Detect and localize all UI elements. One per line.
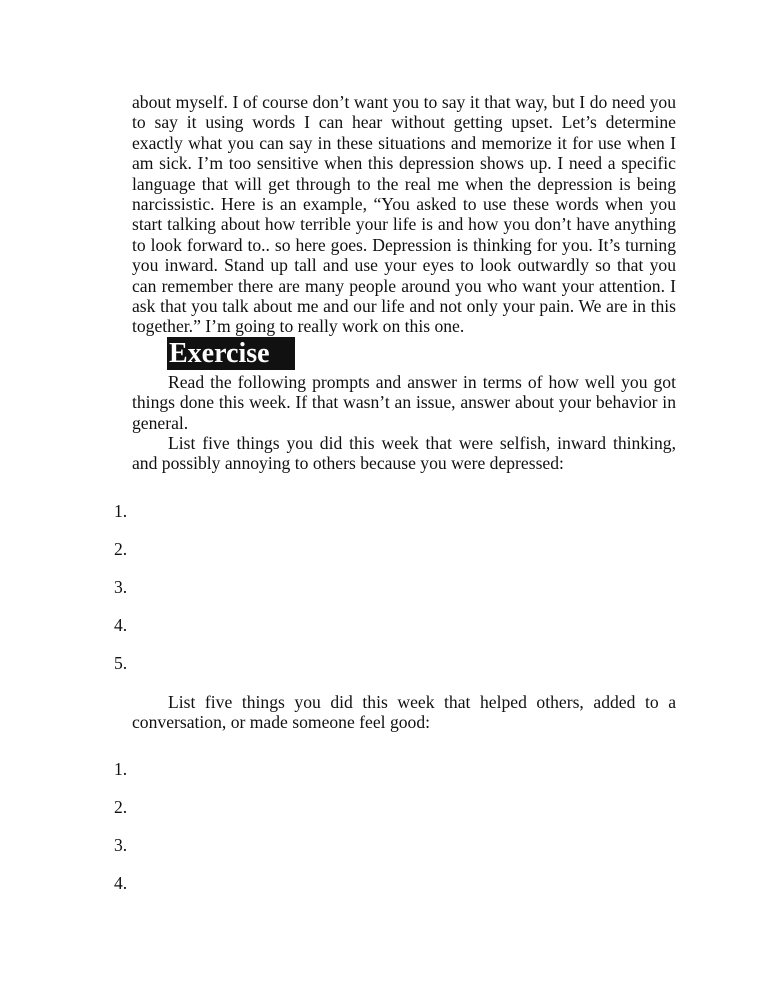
list-selfish-item-5: 5. bbox=[114, 653, 128, 673]
exercise-instructions: Read the following prompts and answer in terms of how well you got things done this week. If that wasn’t an issue, answer about your behavior in general. bbox=[132, 372, 676, 433]
prompt-selfish-things: List five things you did this week that were selfish, inward thinking, and possibly annoying to others because you were depressed: bbox=[132, 433, 676, 474]
list-selfish-item-3: 3. bbox=[114, 577, 128, 597]
intro-paragraph: about myself. I of course don’t want you to say it that way, but I do need you to say it using words I can hear without getting upset. Let’s determine exactly what you can say in these situations and memorize it for use when I am sick. I’m too sensitive when this depression shows up. I need a specific language that will get through to the real me when the depression is being narcissistic. Here is an example, “You asked to use these words when you start talking about how terrible your life is and how you don’t have anything to look forward to.. so here goes. Depression is thinking for you. It’s turning you inward. Stand up tall and use your eyes to look outwardly so that you can remember there are many people around you who want your attention. I ask that you talk about me and our life and not only your pain. We are in this together.” I’m going to really work on this one. bbox=[132, 92, 676, 337]
list-helped-item-4: 4. bbox=[114, 873, 128, 893]
list-helped-item-1: 1. bbox=[114, 759, 128, 779]
prompt-helped-others: List five things you did this week that helped others, added to a conversation, or made someone feel good: bbox=[132, 692, 676, 733]
list-selfish-item-2: 2. bbox=[114, 539, 128, 559]
exercise-heading: Exercise bbox=[167, 337, 295, 370]
list-helped-item-2: 2. bbox=[114, 797, 128, 817]
list-selfish-item-1: 1. bbox=[114, 501, 128, 521]
list-helped-item-3: 3. bbox=[114, 835, 128, 855]
list-selfish-item-4: 4. bbox=[114, 615, 128, 635]
